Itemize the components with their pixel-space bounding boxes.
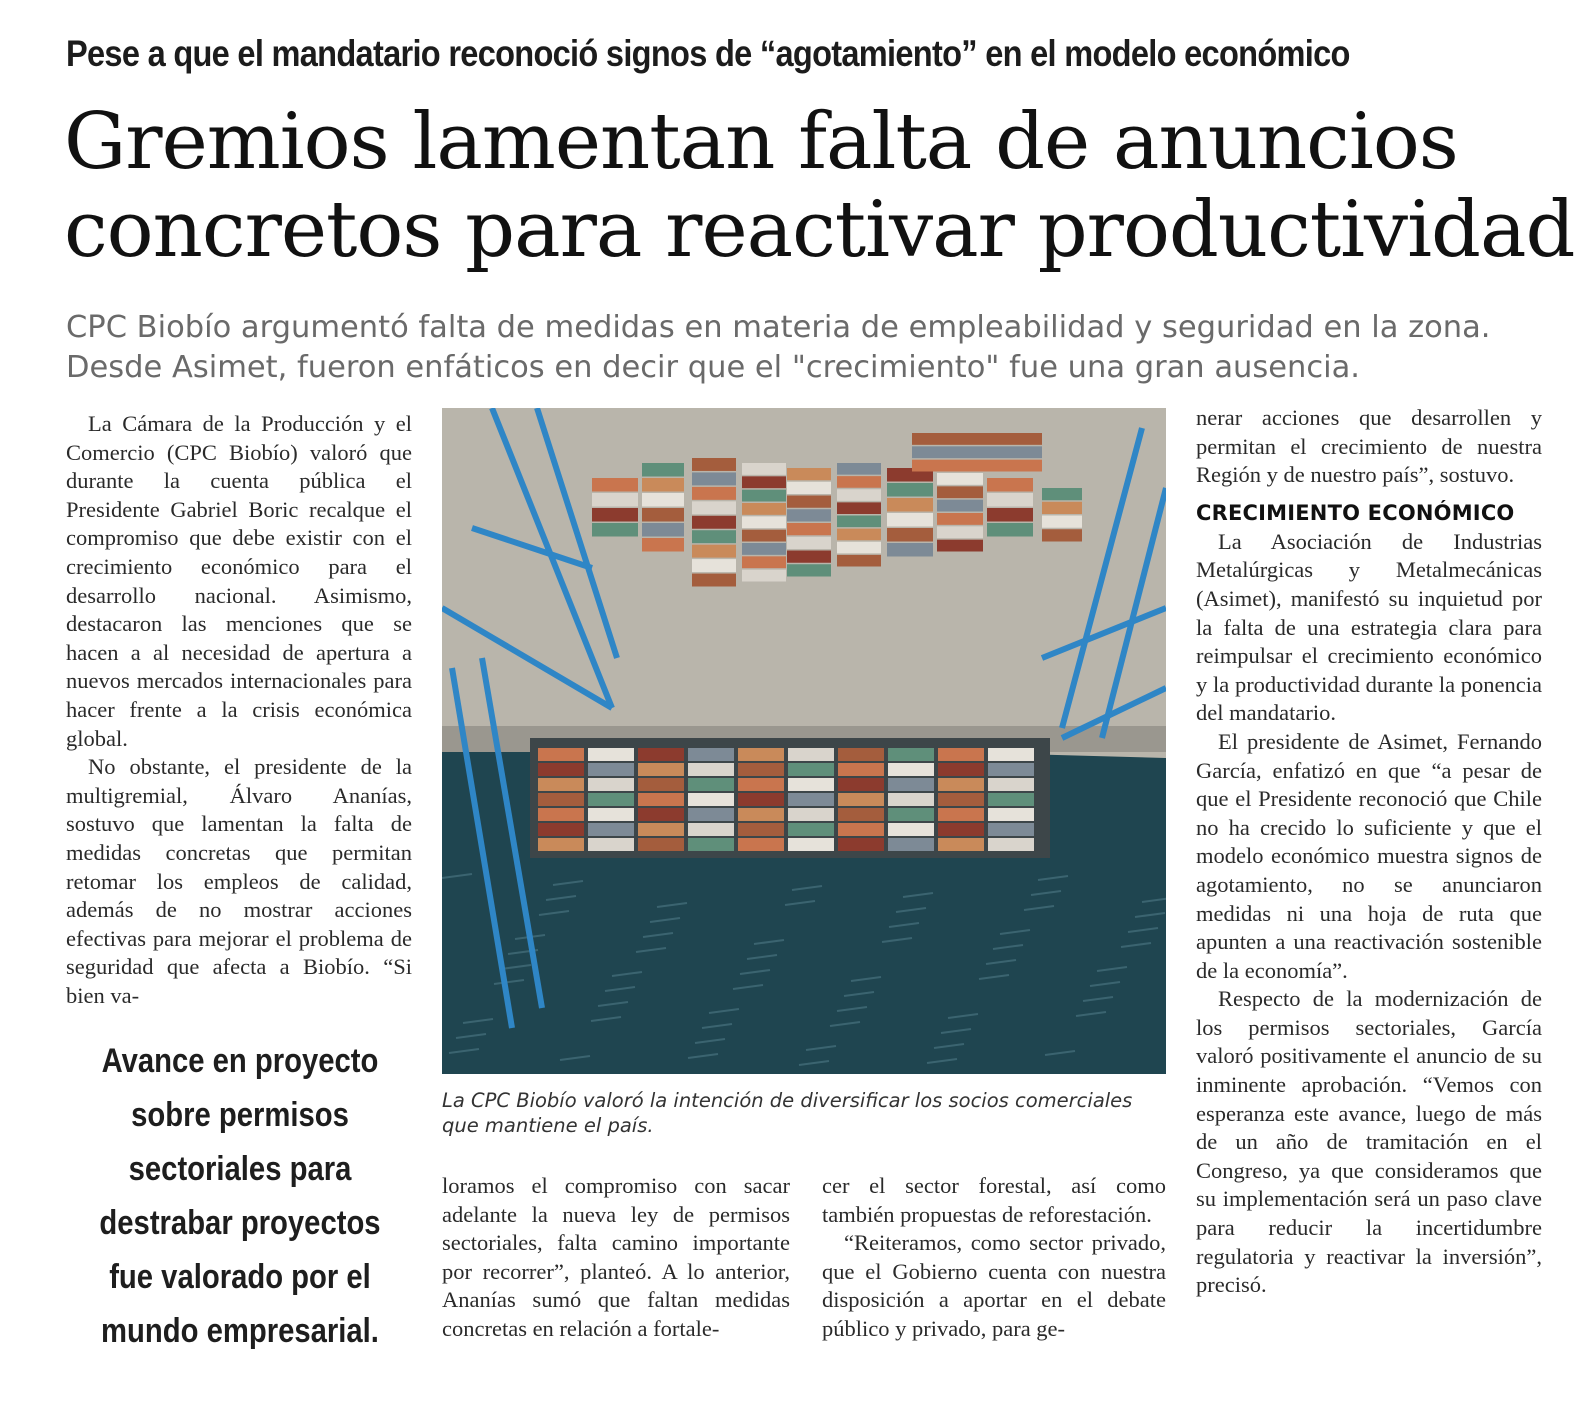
body-column-mid-1 bbox=[442, 1172, 790, 1344]
container-block bbox=[788, 763, 834, 776]
container-block bbox=[538, 748, 584, 761]
container-block bbox=[642, 493, 684, 507]
container-block bbox=[937, 500, 983, 512]
container-block bbox=[787, 482, 831, 494]
container-block bbox=[638, 748, 684, 761]
deck-line-2: Desde Asimet, fueron enfáticos en decir que el "crecimiento" fue una gran ausencia. bbox=[66, 350, 1360, 385]
container-block bbox=[588, 763, 634, 776]
container-block bbox=[538, 793, 584, 806]
dock-area bbox=[442, 408, 1166, 758]
container-block bbox=[1042, 529, 1082, 541]
container-block bbox=[888, 823, 934, 836]
container-block bbox=[937, 513, 983, 525]
container-block bbox=[987, 523, 1033, 537]
container-block bbox=[787, 468, 831, 480]
article-deck bbox=[66, 308, 1546, 388]
container-block bbox=[838, 793, 884, 806]
container-block bbox=[738, 763, 784, 776]
container-block bbox=[788, 808, 834, 821]
container-block bbox=[788, 823, 834, 836]
body-paragraph: nerar acciones que desarrollen y permitan el crecimiento de nuestra Región y de nuestro país”, sostuvo. bbox=[1196, 405, 1542, 488]
container-block bbox=[742, 543, 786, 555]
container-block bbox=[988, 793, 1034, 806]
container-block bbox=[938, 808, 984, 821]
article-kicker: Pese a que el mandatario reconoció signos de “agotamiento” en el modelo económico bbox=[66, 33, 1350, 74]
container-block bbox=[938, 823, 984, 836]
container-block bbox=[888, 748, 934, 761]
container-block bbox=[788, 778, 834, 791]
container-block bbox=[688, 838, 734, 851]
container-block bbox=[788, 838, 834, 851]
container-block bbox=[988, 778, 1034, 791]
container-block bbox=[742, 463, 786, 475]
container-block bbox=[987, 478, 1033, 492]
container-block bbox=[1042, 516, 1082, 528]
container-block bbox=[588, 823, 634, 836]
container-block bbox=[838, 778, 884, 791]
container-block bbox=[742, 556, 786, 568]
container-block bbox=[538, 808, 584, 821]
container-block bbox=[592, 493, 638, 507]
container-block bbox=[887, 498, 933, 512]
container-block bbox=[787, 537, 831, 549]
container-block bbox=[988, 763, 1034, 776]
container-block bbox=[692, 501, 736, 514]
container-block bbox=[788, 748, 834, 761]
container-block bbox=[692, 545, 736, 558]
container-block bbox=[838, 763, 884, 776]
container-block bbox=[987, 508, 1033, 522]
container-block bbox=[887, 543, 933, 557]
container-block bbox=[837, 502, 881, 514]
container-block bbox=[837, 489, 881, 501]
container-block bbox=[692, 472, 736, 485]
container-block bbox=[1042, 502, 1082, 514]
container-block bbox=[912, 460, 1042, 472]
container-block bbox=[642, 523, 684, 537]
container-block bbox=[738, 838, 784, 851]
container-block bbox=[988, 748, 1034, 761]
article-headline bbox=[64, 97, 1575, 275]
container-block bbox=[538, 823, 584, 836]
container-block bbox=[937, 473, 983, 485]
container-block bbox=[837, 529, 881, 541]
container-block bbox=[642, 463, 684, 477]
container-block bbox=[938, 793, 984, 806]
headline-line-1: Gremios lamentan falta de anuncios bbox=[64, 97, 1458, 187]
container-block bbox=[638, 793, 684, 806]
container-block bbox=[692, 458, 736, 471]
container-block bbox=[742, 490, 786, 502]
container-block bbox=[988, 808, 1034, 821]
body-paragraph: loramos el compromiso con sacar adelante la nueva ley de permisos sectoriales, falta camino importante por recorrer”, planteó. A lo anterior, Ananías sumó que faltan medidas concretas en relación a fortale- bbox=[442, 1173, 790, 1341]
container-block bbox=[838, 823, 884, 836]
container-block bbox=[912, 446, 1042, 458]
container-block bbox=[738, 778, 784, 791]
container-block bbox=[1042, 488, 1082, 500]
container-block bbox=[888, 838, 934, 851]
container-block bbox=[887, 513, 933, 527]
container-block bbox=[592, 478, 638, 492]
container-block bbox=[692, 559, 736, 572]
container-block bbox=[937, 540, 983, 552]
container-block bbox=[738, 748, 784, 761]
body-column-left bbox=[66, 410, 412, 1010]
container-block bbox=[937, 526, 983, 538]
headline-line-2: concretos para reactivar productividad bbox=[64, 185, 1575, 275]
body-paragraph: La Asociación de Industrias Metalúrgicas y Metalmecánicas (Asimet), manifestó su inquietud por la falta de una estrategia clara para reimpulsar el crecimiento económico y la productividad durante la ponencia del mandatario. bbox=[1196, 528, 1542, 726]
container-block bbox=[837, 542, 881, 554]
container-block bbox=[638, 808, 684, 821]
container-block bbox=[642, 538, 684, 552]
container-block bbox=[988, 823, 1034, 836]
container-block bbox=[638, 838, 684, 851]
container-block bbox=[837, 516, 881, 528]
container-block bbox=[692, 487, 736, 500]
container-block bbox=[688, 763, 734, 776]
container-block bbox=[938, 748, 984, 761]
container-block bbox=[688, 748, 734, 761]
container-block bbox=[638, 763, 684, 776]
container-block bbox=[937, 486, 983, 498]
container-block bbox=[738, 793, 784, 806]
container-block bbox=[938, 838, 984, 851]
container-block bbox=[888, 808, 934, 821]
container-block bbox=[887, 528, 933, 542]
container-block bbox=[692, 530, 736, 543]
container-block bbox=[688, 808, 734, 821]
body-paragraph: “Reiteramos, como sector privado, que el Gobierno cuenta con nuestra disposición a aportar en el debate público y privado, para ge- bbox=[822, 1230, 1166, 1341]
container-block bbox=[642, 508, 684, 522]
container-block bbox=[738, 823, 784, 836]
container-block bbox=[888, 763, 934, 776]
container-block bbox=[638, 823, 684, 836]
pull-quote: Avance en proyecto sobre permisos sectoriales para destrabar proyectos fue valorado por el mundo empresarial. bbox=[99, 1042, 381, 1350]
container-block bbox=[738, 808, 784, 821]
container-block bbox=[787, 564, 831, 576]
container-block bbox=[938, 763, 984, 776]
container-block bbox=[787, 523, 831, 535]
container-block bbox=[888, 793, 934, 806]
body-column-right bbox=[1196, 404, 1542, 1300]
container-block bbox=[688, 793, 734, 806]
section-subhead: CRECIMIENTO ECONÓMICO bbox=[1196, 500, 1515, 525]
container-block bbox=[837, 476, 881, 488]
body-paragraph: El presidente de Asimet, Fernando García, enfatizó en que “a pesar de que el Presidente reconoció que Chile no ha crecido lo suficiente y que el modelo económico muestra signos de agotamiento, no se anunciaron medidas ni una hoja de ruta que apunten a una reactivación sostenible de la economía”. bbox=[1196, 728, 1542, 983]
body-column-mid-2 bbox=[822, 1172, 1166, 1344]
body-paragraph: cer el sector forestal, así como también propuestas de reforestación. bbox=[822, 1173, 1166, 1227]
container-block bbox=[592, 523, 638, 537]
container-block bbox=[787, 551, 831, 563]
container-block bbox=[588, 793, 634, 806]
container-block bbox=[742, 503, 786, 515]
container-block bbox=[692, 516, 736, 529]
container-block bbox=[642, 478, 684, 492]
container-block bbox=[588, 748, 634, 761]
container-block bbox=[888, 778, 934, 791]
body-paragraph: No obstante, el presidente de la multigremial, Álvaro Ananías, sostuvo que lamentan la falta de medidas concretas que permitan retomar los empleos de calidad, además de no mostrar acciones efectivas para mejorar el problema de seguridad que afecta a Biobío. “Si bien va- bbox=[66, 754, 412, 1008]
container-block bbox=[588, 808, 634, 821]
port-aerial-photo bbox=[442, 408, 1166, 1074]
container-block bbox=[592, 508, 638, 522]
photo-caption: La CPC Biobío valoró la intención de diversificar los socios comerciales que mantiene el país. bbox=[442, 1089, 1133, 1137]
container-block bbox=[887, 483, 933, 497]
container-block bbox=[742, 516, 786, 528]
body-paragraph: La Cámara de la Producción y el Comercio (CPC Biobío) valoró que durante la cuenta pública el Presidente Gabriel Boric recalque el compromiso que debe existir con el crecimiento económico para el desarrollo nacional. Asimismo, destacaron las menciones que se hacen a al necesidad de apertura a nuevos mercados internacionales para hacer frente a la crisis económica global. bbox=[66, 411, 412, 751]
container-block bbox=[538, 763, 584, 776]
container-block bbox=[588, 778, 634, 791]
container-block bbox=[912, 433, 1042, 445]
container-block bbox=[787, 496, 831, 508]
container-block bbox=[938, 778, 984, 791]
container-block bbox=[688, 823, 734, 836]
container-block bbox=[787, 509, 831, 521]
container-block bbox=[837, 555, 881, 567]
container-block bbox=[838, 748, 884, 761]
container-block bbox=[538, 778, 584, 791]
container-block bbox=[638, 778, 684, 791]
container-block bbox=[688, 778, 734, 791]
container-block bbox=[588, 838, 634, 851]
body-paragraph: Respecto de la modernización de los permisos sectoriales, García valoró positivamente el anuncio de su inminente aprobación. “Vemos con esperanza este avance, luego de más de un año de tramitación en el Congreso, ya que consideramos que su implementación será un paso clave para reducir la incertidumbre regulatoria y reactivar la inversión”, precisó. bbox=[1196, 986, 1542, 1298]
container-block bbox=[837, 463, 881, 475]
container-block bbox=[838, 808, 884, 821]
container-block bbox=[742, 530, 786, 542]
container-block bbox=[838, 838, 884, 851]
container-block bbox=[742, 570, 786, 582]
container-block bbox=[742, 476, 786, 488]
container-block bbox=[788, 793, 834, 806]
container-block bbox=[987, 493, 1033, 507]
deck-line-1: CPC Biobío argumentó falta de medidas en materia de empleabilidad y seguridad en la zona. bbox=[66, 310, 1491, 345]
container-block bbox=[538, 838, 584, 851]
container-block bbox=[988, 838, 1034, 851]
container-block bbox=[692, 574, 736, 587]
